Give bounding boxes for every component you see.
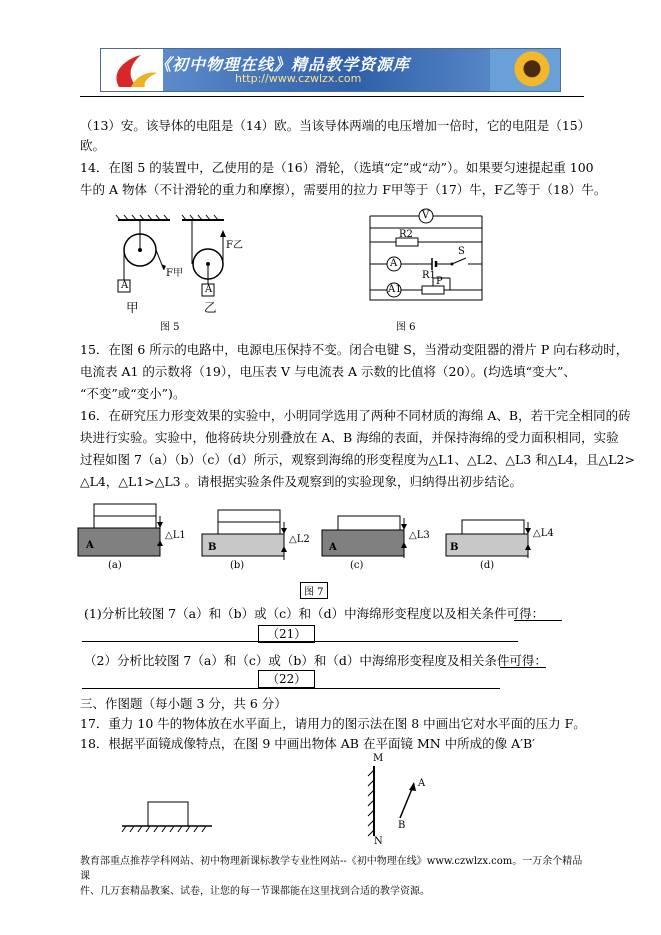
panel-tag-a: (a) (108, 560, 122, 571)
figure-5-label-jia: 甲 (126, 300, 139, 315)
figure-5-block-a: A (121, 280, 129, 291)
blank-21[interactable]: （21） (258, 625, 315, 643)
question-16-line1: 16．在研究压力形变效果的实验中，小明同学选用了两种不同材质的海绵 A、B，若干完全相同的砖 (80, 408, 631, 423)
object-label-b: B (398, 820, 406, 831)
question-16-part2: （2）分析比较图 7（a）和（c）或（b）和（d）中海绵形变程度及相关条件可得： (84, 653, 547, 668)
question-18: 18．根据平面镜成像特点，在图 9 中画出物体 AB 在平面镜 MN 中所成的像 A′B′ (80, 736, 536, 751)
mirror-label-m: M (373, 753, 384, 764)
figure-6-caption: 图 6 (396, 322, 416, 333)
question-15-line1: 15．在图 6 所示的电路中，电源电压保持不变。闭合电键 S，当滑动变阻器的滑片 P 向右移动时， (80, 342, 629, 357)
question-16-line2: 块进行实验。实验中，他将砖块分别叠放在 A、B 海绵的表面，并保持海绵的受力面积相同，实验 (80, 430, 619, 445)
site-logo (101, 49, 163, 92)
figure-8-block-on-floor (120, 798, 220, 836)
figure-6-r1: R1 (422, 270, 436, 281)
banner-title: 《初中物理在线》精品教学资源库 (155, 55, 411, 74)
panel-tag-c: (c) (350, 560, 364, 571)
figure-6-voltmeter: V (422, 210, 430, 221)
banner-url: http://www.czwlzx.com (235, 72, 362, 85)
sponge-label-b: B (450, 542, 459, 553)
section-3-heading: 三、作图题（每小题 3 分，共 6 分） (80, 696, 287, 711)
figure-5-force-jia: F甲 (166, 268, 183, 279)
header-rule (80, 96, 584, 97)
question-14-line1: 14．在图 5 的装置中，乙使用的是（16）滑轮，（选填“定”或“动”）。如果要匀速提起重 100 (80, 160, 594, 175)
answer-line (500, 667, 546, 668)
question-16-line3: 过程如图 7（a）（b）（c）（d）所示，观察到海绵的形变程度为△L1、△L2、△L3 和△L4，且△L2> (80, 452, 635, 467)
text-line: 欧。 (80, 138, 106, 153)
figure-5-label-yi: 乙 (204, 300, 217, 315)
figure-6-switch: S (458, 246, 465, 257)
figure-5-caption: 图 5 (160, 322, 180, 333)
sponge-label-a: A (329, 542, 337, 553)
delta-l4-label: △L4 (533, 528, 554, 539)
figure-6-circuit (360, 208, 490, 310)
mirror-label-n: N (374, 836, 383, 847)
sponge-label-a: A (86, 540, 94, 551)
question-14-line2: 牛的 A 物体（不计滑轮的重力和摩擦），需要用的拉力 F甲等于（17）牛，F乙等于（18）牛。 (80, 182, 607, 197)
question-15-line2: 电流表 A1 的示数将（19），电压表 V 与电流表 A 示数的比值将（20）。(均选填“变大”、 (80, 364, 576, 379)
object-label-a: A (418, 778, 426, 789)
delta-l1-label: △L1 (165, 530, 186, 541)
figure-9-plane-mirror (360, 760, 430, 842)
footer-line: 教育部重点推荐学科网站、初中物理新课标教学专业性网站--《初中物理在线》www.czwlzx.com。一万余个精品课 (80, 856, 583, 882)
blank-22[interactable]: （22） (258, 670, 315, 688)
figure-5-block-a2: A (205, 284, 213, 295)
question-16-part1: (1)分析比较图 7（a）和（b）或（c）和（d）中海绵形变程度以及相关条件可得： (84, 606, 545, 621)
delta-l2-label: △L2 (289, 534, 310, 545)
figure-5-force-yi: F乙 (226, 240, 243, 251)
figure-6-slider: P (436, 276, 443, 287)
figure-6-r2: R2 (399, 229, 413, 240)
figure-7-caption: 图 7 (300, 582, 328, 599)
answer-line (514, 620, 562, 621)
figure-7-sponges (76, 496, 576, 578)
question-17: 17．重力 10 牛的物体放在水平面上，请用力的图示法在图 8 中画出它对水平面的压力 F。 (80, 716, 586, 731)
delta-l3-label: △L3 (409, 530, 430, 541)
figure-6-ammeter-1: A1 (388, 284, 402, 295)
figure-6-ammeter: A (390, 258, 398, 269)
footer-line: 件、几万套精品教案、试卷，让您的每一节课都能在这里找到合适的教学资源。 (80, 886, 430, 897)
question-15-line3: “不变”或“变小”)。 (80, 386, 186, 401)
sunflower-image (490, 49, 560, 92)
panel-tag-d: (d) (480, 560, 495, 571)
page-footer (80, 854, 590, 899)
sponge-label-b: B (208, 542, 217, 553)
question-16-line4: △L4，△L1>△L3 。请根据实验条件及观察到的实验现象，归纳得出初步结论。 (80, 474, 523, 489)
text-line: （13）安。该导体的电阻是（14）欧。当该导体两端的电压增加一倍时，它的电阻是（15） (80, 118, 591, 133)
answer-line (82, 688, 500, 689)
panel-tag-b: (b) (230, 560, 245, 571)
